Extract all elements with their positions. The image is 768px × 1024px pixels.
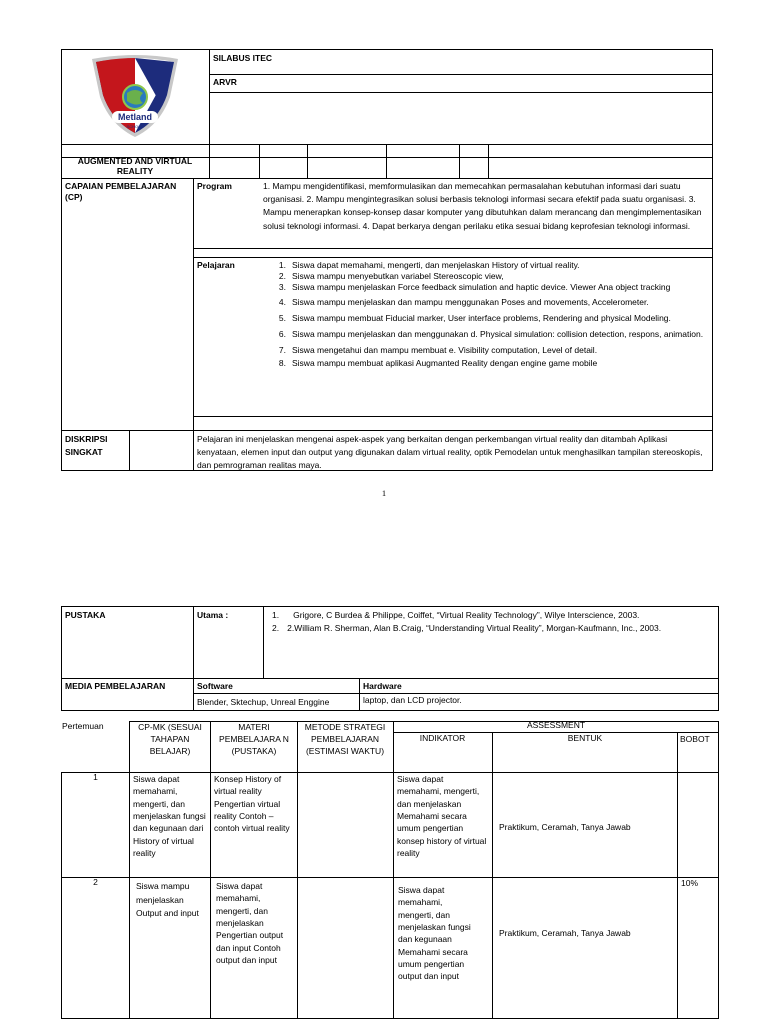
list-item: 5. Siswa mampu membuat Fiducial marker, User interface problems, Rendering and physical Modeling. <box>278 313 671 324</box>
row-bentuk: Praktikum, Ceramah, Tanya Jawab <box>499 928 631 938</box>
row-cpmk: Siswa dapat memahami, mengerti, dan menjelaskan fungsi dan kegunaan dari History of virtual reality <box>133 774 206 858</box>
cp-label: CAPAIAN PEMBELAJARAN (CP) <box>65 181 177 203</box>
row-number: 2 <box>93 877 98 887</box>
subject-code: ARVR <box>213 77 237 87</box>
software-label: Software <box>197 681 233 691</box>
deskripsi-text: Pelajaran ini menjelaskan mengenai aspek-aspek yang berkaitan dengan perkembangan virtual reality dan ditambah Aplikasi kenyataan, elemen input dan output yang digunakan dalam virtual reality, optik Pemodelan untuk menghasilkan tampilan stereoskopis, dan pemrograman realitas maya. <box>197 434 703 470</box>
school-logo <box>90 53 180 139</box>
pustaka-list <box>272 609 712 635</box>
program-label: Program <box>197 181 232 191</box>
program-text: 1. Mampu mengidentifikasi, memformulasikan dan memecahkan permasalahan kebutuhan informasi dari suatu organisasi. 2. Mampu mengintegrasikan solusi berbasis teknologi informasi secara efektif pada suatu organisasi. 3. Mampu menerapkan konsep-konsep dasar komputer yang dibutuhkan dalam merancang dan mengimplementasikan solusi teknologi informasi. 4. Dapat berkarya dengan perilaku etika sesuai bidang keprofesian teknologi informasi. <box>263 181 702 231</box>
list-item: 1. Siswa dapat memahami, mengerti, dan menjelaskan History of virtual reality. <box>278 260 580 270</box>
logo-text: Metland <box>117 112 153 122</box>
page-number: 1 <box>381 488 387 498</box>
software-value: Blender, Sktechup, Unreal Enggine <box>197 697 330 707</box>
pustaka-label: PUSTAKA <box>65 610 106 620</box>
header-materi: MATERI PEMBELAJARA N (PUSTAKA) <box>219 722 289 756</box>
media-label: MEDIA PEMBELAJARAN <box>65 681 166 691</box>
header-cpmk: CP-MK (SESUAI TAHAPAN BELAJAR) <box>138 722 202 756</box>
header-bobot: BOBOT <box>680 734 710 744</box>
utama-label: Utama : <box>197 610 229 620</box>
list-item: 6. Siswa mampu menjelaskan dan menggunakan d. Physical simulation: collision detection, respons, animation. <box>278 329 704 340</box>
list-item: 2. 2.William R. Sherman, Alan B.Craig, “Understanding Virtual Reality”, Morgan-Kaufmann, Inc., 2003. <box>272 623 662 634</box>
row-indikator: Siswa dapat memahami, mengerti, dan menjelaskan fungsi dan kegunaan Memahami secara umum pengertian output dan input <box>398 885 471 982</box>
row-bobot: 10% <box>681 878 699 888</box>
row-materi: Konsep History of virtual reality Pengertian virtual reality Contoh – contoh virtual reality <box>214 774 290 834</box>
row-cpmk: Siswa mampu menjelaskan Output and input <box>136 881 199 919</box>
course-name: AUGMENTED AND VIRTUAL REALITY <box>77 156 193 176</box>
row-bentuk: Praktikum, Ceramah, Tanya Jawab <box>499 822 631 832</box>
list-item: 7. Siswa mengetahui dan mampu membuat e. Visibility computation, Level of detail. <box>278 344 598 355</box>
syllabus-title: SILABUS ITEC <box>213 53 273 63</box>
list-item: 2. Siswa mampu menyebutkan variabel Stereoscopic view, <box>278 271 504 282</box>
header-pertemuan: Pertemuan <box>62 721 104 731</box>
hardware-label: Hardware <box>363 681 402 691</box>
header-metode: METODE STRATEGI PEMBELAJARAN (ESTIMASI WAKTU) <box>304 722 386 756</box>
pelajaran-list <box>268 260 710 369</box>
logo-subtext: SCHOOL <box>126 124 144 129</box>
header-bentuk: BENTUK <box>567 733 603 743</box>
row-number: 1 <box>93 772 98 782</box>
list-item: 4. Siswa mampu menjelaskan dan mampu menggunakan Poses and movements, Accelerometer. <box>278 297 649 308</box>
deskripsi-label: DISKRIPSI SINGKAT <box>65 434 108 457</box>
pelajaran-label: Pelajaran <box>197 260 235 270</box>
list-item: 1. Grigore, C Burdea & Philippe, Coiffet, “Virtual Reality Technology”, Wilye Interscience, 2003. <box>272 610 640 620</box>
list-item: 3. Siswa mampu menjelaskan Force feedback simulation and haptic device. Viewer Ana object tracking <box>278 282 671 293</box>
row-materi: Siswa dapat memahami, mengerti, dan menjelaskan Pengertian output dan input Contoh output dan input <box>216 881 284 965</box>
header-assessment: ASSESSMENT <box>526 720 586 730</box>
row-indikator: Siswa dapat memahami, mengerti, dan menjelaskan Memahami secara umum pengertian konsep history of virtual reality <box>397 774 487 858</box>
hardware-value: laptop, dan LCD projector. <box>363 695 462 705</box>
header-indikator: INDIKATOR <box>419 733 466 743</box>
list-item: 8. Siswa mampu membuat aplikasi Augmanted Reality dengan engine game mobile <box>278 357 598 368</box>
